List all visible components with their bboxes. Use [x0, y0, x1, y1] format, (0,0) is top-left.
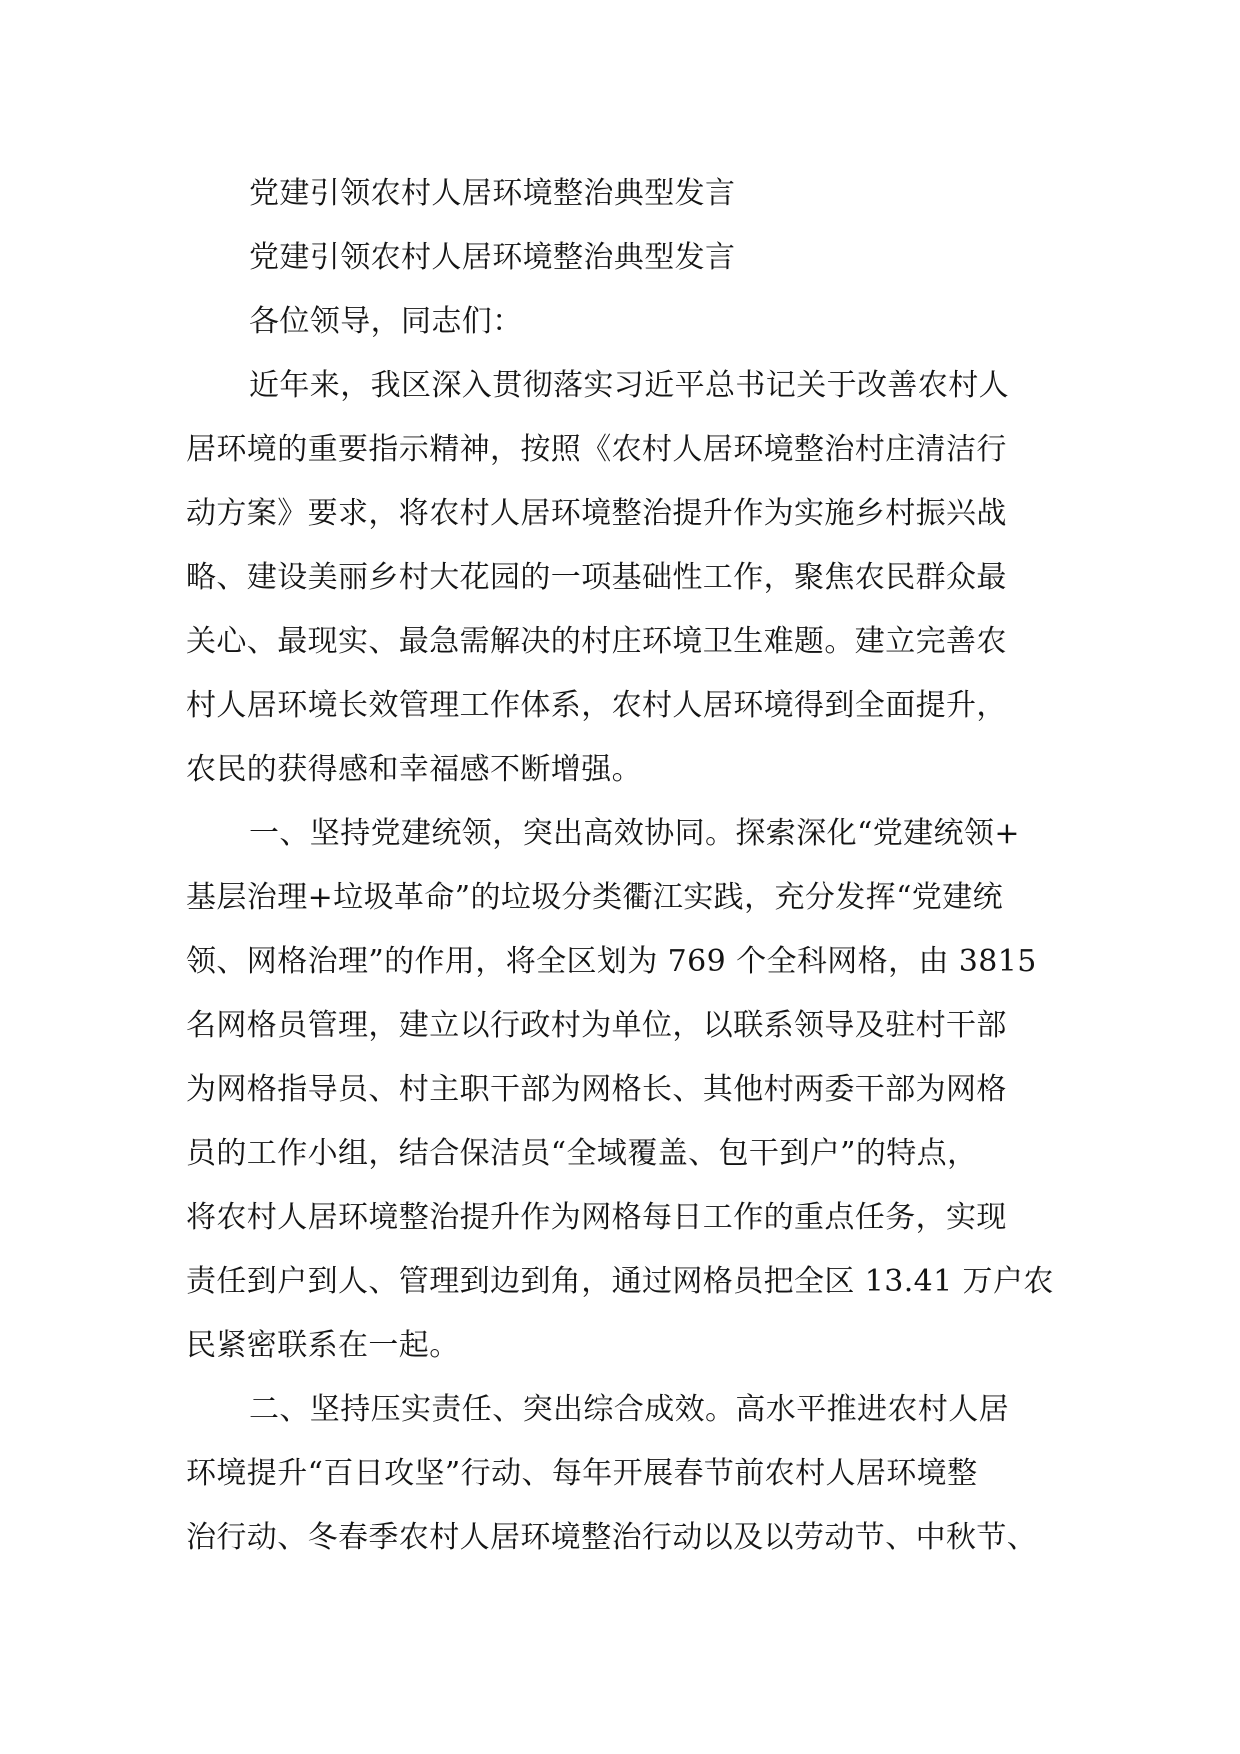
document-title-repeat: 党建引领农村人居环境整治典型发言	[249, 240, 736, 275]
paragraph-line: 为网格指导员、村主职干部为网格长、其他村两委干部为网格	[186, 1072, 1007, 1107]
paragraph-line: 领、网格治理”的作用，将全区划为 769 个全科网格，由 3815	[186, 944, 1037, 979]
paragraph-line: 环境提升“百日攻坚”行动、每年开展春节前农村人居环境整	[186, 1456, 978, 1491]
paragraph-line: 动方案》要求，将农村人居环境整治提升作为实施乡村振兴战	[186, 496, 1007, 531]
paragraph-line: 略、建设美丽乡村大花园的一项基础性工作，聚焦农民群众最	[186, 560, 1007, 595]
paragraph-line: 近年来，我区深入贯彻落实习近平总书记关于改善农村人	[249, 368, 1009, 403]
salutation: 各位领导，同志们：	[249, 304, 523, 339]
paragraph-line: 将农村人居环境整治提升作为网格每日工作的重点任务，实现	[186, 1200, 1007, 1235]
paragraph-line: 农民的获得感和幸福感不断增强。	[186, 752, 642, 787]
paragraph-section-one	[186, 802, 1066, 1378]
paragraph-line: 居环境的重要指示精神，按照《农村人居环境整治村庄清洁行	[186, 432, 1007, 467]
paragraph-line: 村人居环境长效管理工作体系，农村人居环境得到全面提升，	[186, 688, 1007, 723]
paragraph-section-two	[186, 1378, 1066, 1570]
paragraph-line: 责任到户到人、管理到边到角，通过网格员把全区 13.41 万户农	[186, 1264, 1054, 1299]
paragraph-line: 二、坚持压实责任、突出综合成效。高水平推进农村人居	[249, 1392, 1009, 1427]
paragraph-line: 治行动、冬春季农村人居环境整治行动以及以劳动节、中秋节、	[186, 1520, 1038, 1555]
document-title: 党建引领农村人居环境整治典型发言	[249, 176, 736, 211]
paragraph-line: 名网格员管理，建立以行政村为单位，以联系领导及驻村干部	[186, 1008, 1007, 1043]
paragraph-intro	[186, 354, 1066, 802]
paragraph-line: 关心、最现实、最急需解决的村庄环境卫生难题。建立完善农	[186, 624, 1007, 659]
paragraph-line: 基层治理+垃圾革命”的垃圾分类衢江实践，充分发挥“党建统	[186, 880, 1004, 915]
document-body	[186, 162, 1066, 1570]
paragraph-line: 员的工作小组，结合保洁员“全域覆盖、包干到户”的特点，	[186, 1136, 978, 1171]
paragraph-line: 一、坚持党建统领，突出高效协同。探索深化“党建统领+	[249, 816, 1020, 851]
paragraph-line: 民紧密联系在一起。	[186, 1328, 460, 1363]
